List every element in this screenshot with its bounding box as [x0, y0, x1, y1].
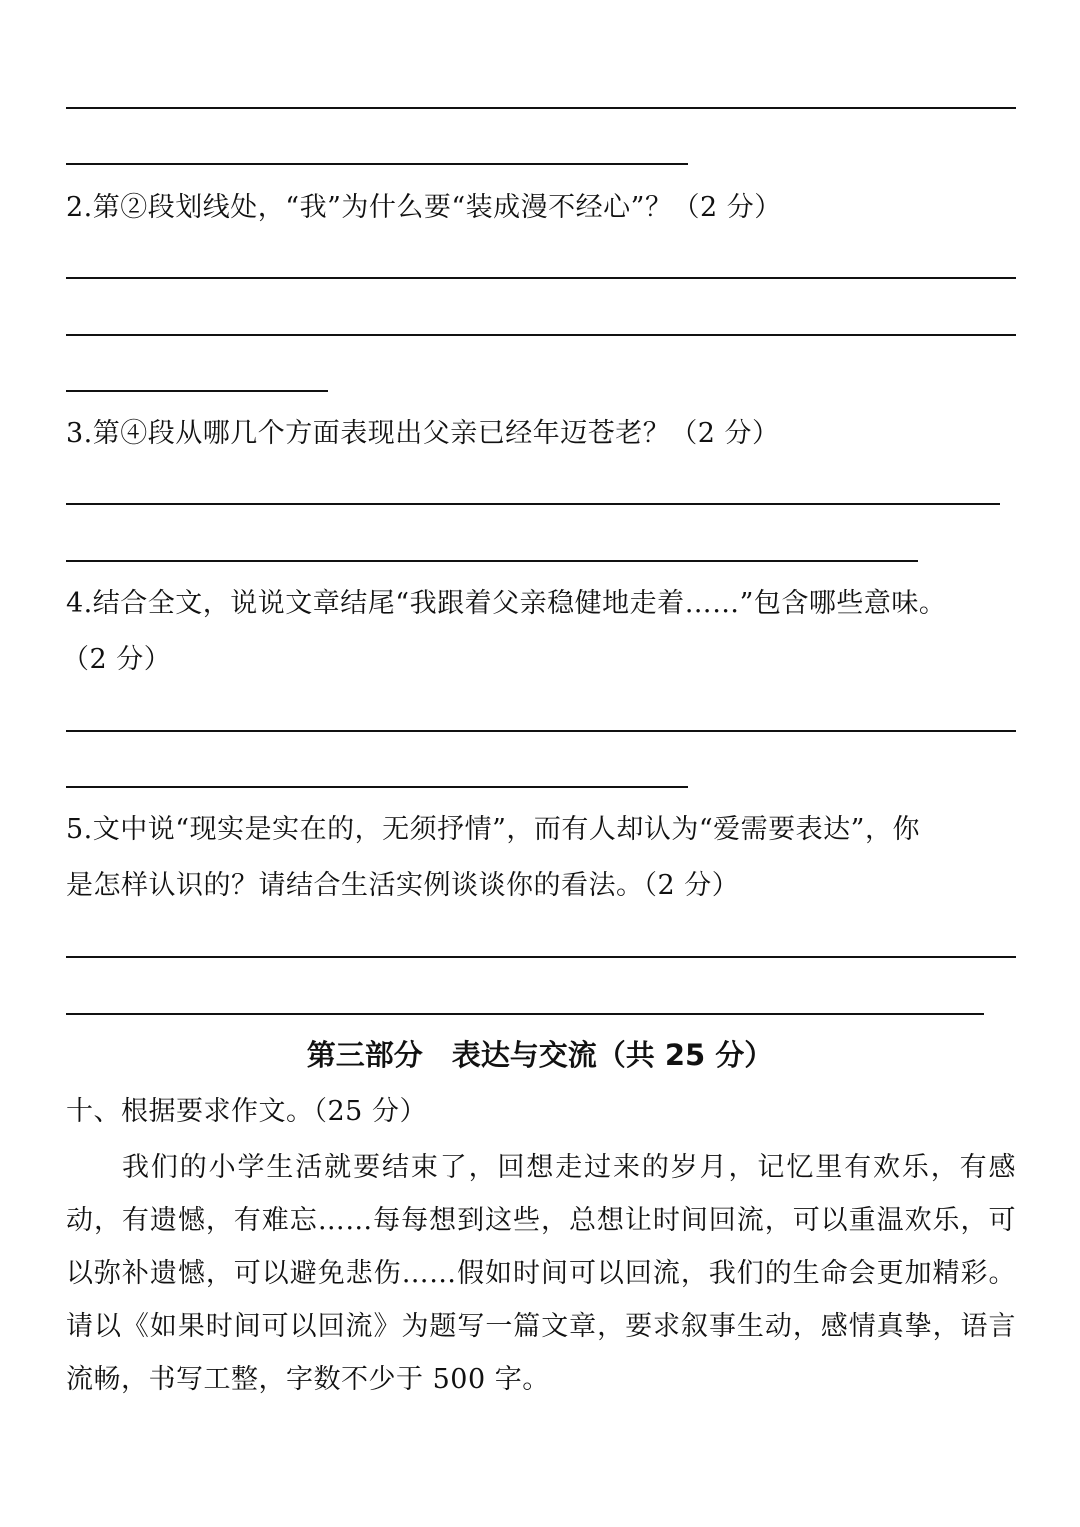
answer-line — [66, 560, 918, 562]
question-4-line1: 4.结合全文，说说文章结尾“我跟着父亲稳健地走着……”包含哪些意味。 — [66, 588, 947, 619]
answer-line — [66, 277, 1016, 279]
question-5-line2: 是怎样认识的？请结合生活实例谈谈你的看法。（2 分） — [66, 870, 740, 901]
question-3: 3.第④段从哪几个方面表现出父亲已经年迈苍老？（2 分） — [66, 418, 780, 449]
answer-line — [66, 334, 1016, 336]
question-5-line1: 5.文中说“现实是实在的，无须抒情”，而有人却认为“爱需要表达”，你 — [66, 814, 920, 845]
section-title: 第三部分 表达与交流（共 25 分） — [306, 1038, 774, 1072]
answer-line — [66, 390, 328, 392]
question-2: 2.第②段划线处，“我”为什么要“装成漫不经心”？（2 分） — [66, 192, 782, 223]
answer-line — [66, 786, 688, 788]
composition-heading: 十、根据要求作文。（25 分） — [66, 1096, 427, 1127]
answer-line — [66, 163, 688, 165]
answer-line — [66, 107, 1016, 109]
answer-line — [66, 730, 1016, 732]
answer-line — [66, 956, 1016, 958]
question-4-line2: （2 分） — [62, 644, 172, 675]
composition-prompt: 我们的小学生活就要结束了，回想走过来的岁月，记忆里有欢乐，有感动，有遗憾，有难忘……每每想到这些，总想让时间回流，可以重温欢乐，可以弥补遗憾，可以避免悲伤……假如时间可以回流，我们的生命会更加精彩。请以《如果时间可以回流》为题写一篇文章，要求叙事生动，感情真挚，语言流畅，书写工整，字数不少于 500 字。 — [66, 1152, 1016, 1395]
answer-line — [66, 503, 1000, 505]
answer-line — [66, 1013, 984, 1015]
